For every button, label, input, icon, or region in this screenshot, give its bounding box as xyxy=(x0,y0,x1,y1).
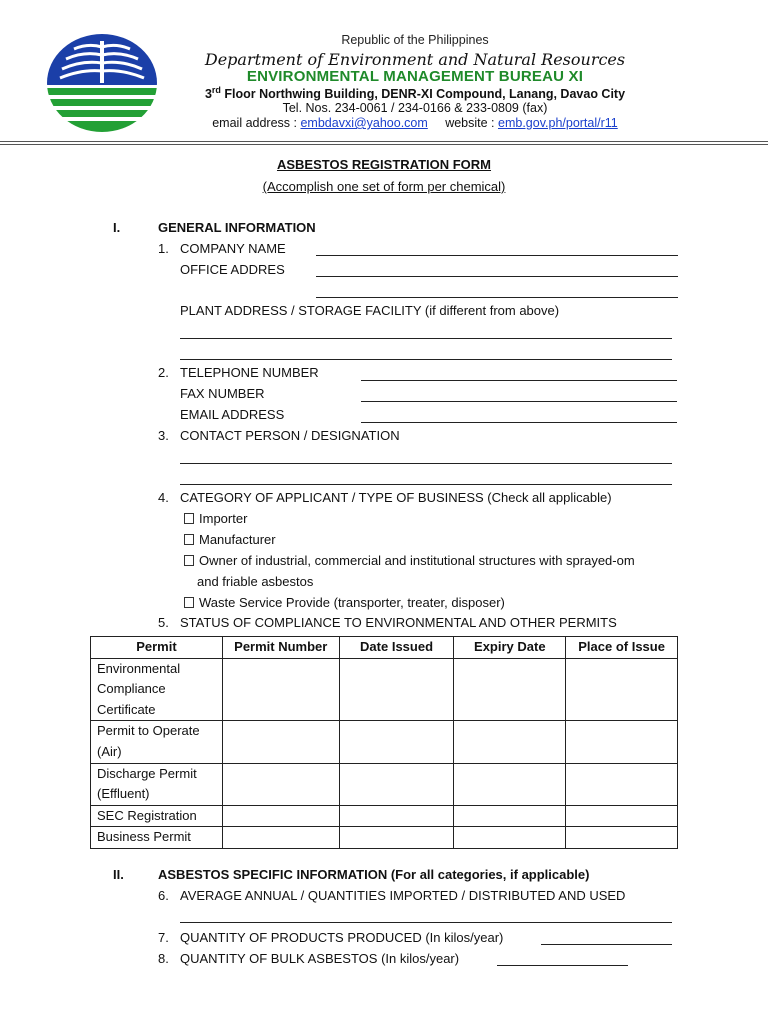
header-rule-2 xyxy=(0,144,768,145)
email-link[interactable]: embdavxi@yahoo.com xyxy=(300,116,428,130)
permit-number-cell[interactable] xyxy=(222,763,339,805)
table-row xyxy=(91,805,678,827)
telephone-field[interactable] xyxy=(361,380,677,381)
date-issued-cell[interactable] xyxy=(339,721,454,763)
q8-label: QUANTITY OF BULK ASBESTOS (In kilos/year) xyxy=(180,951,460,966)
table-header: Date Issued xyxy=(339,637,454,659)
q6-num: 6. xyxy=(158,888,169,903)
checkbox-manufacturer[interactable] xyxy=(184,534,194,545)
permit-name-line: Discharge Permit xyxy=(97,765,197,781)
section1-num: I. xyxy=(113,220,121,235)
header-republic: Republic of the Philippines xyxy=(341,33,489,47)
checkbox-owner[interactable] xyxy=(184,555,194,566)
date-issued-cell[interactable] xyxy=(339,763,454,805)
section2-heading: ASBESTOS SPECIFIC INFORMATION (For all categories, if applicable) xyxy=(158,867,590,882)
telephone-label: TELEPHONE NUMBER xyxy=(180,365,319,380)
address-sup: rd xyxy=(211,85,221,95)
permit-number-cell[interactable] xyxy=(222,658,339,721)
permit-name-cell xyxy=(91,827,223,849)
table-header: Expiry Date xyxy=(454,637,566,659)
address-floor: 3 xyxy=(204,87,212,102)
permit-name-line: Certificate xyxy=(97,701,156,717)
permits-table xyxy=(90,636,678,849)
date-issued-cell[interactable] xyxy=(339,805,454,827)
company-name-field[interactable] xyxy=(316,255,678,256)
table-header-row xyxy=(91,637,678,659)
permit-number-cell[interactable] xyxy=(222,721,339,763)
permit-name-line: Compliance xyxy=(97,681,166,697)
place-of-issue-cell[interactable] xyxy=(566,658,678,721)
permit-name-cell xyxy=(91,763,223,805)
address-rest: Floor Northwing Building, DENR-XI Compound, Lanang, Davao City xyxy=(220,87,626,102)
option-manufacturer-label: Manufacturer xyxy=(199,532,276,547)
option-owner[interactable] xyxy=(184,553,635,568)
email-address-label: EMAIL ADDRESS xyxy=(180,407,285,422)
option-owner-cont: and friable asbestos xyxy=(197,574,314,589)
option-importer-label: Importer xyxy=(199,511,248,526)
plant-address-field-2[interactable] xyxy=(180,359,672,360)
office-address-label: OFFICE ADDRES xyxy=(180,262,285,277)
plant-address-field[interactable] xyxy=(180,338,672,339)
contact-person-label: CONTACT PERSON / DESIGNATION xyxy=(180,428,400,443)
q7-num: 7. xyxy=(158,930,169,945)
fax-field[interactable] xyxy=(361,401,677,402)
option-waste[interactable] xyxy=(184,595,505,610)
header-rule-1 xyxy=(0,141,768,142)
contact-person-field[interactable] xyxy=(180,463,672,464)
permit-name-cell xyxy=(91,658,223,721)
header-tel: Tel. Nos. 234-0061 / 234-0166 & 233-0809 (fax) xyxy=(282,101,548,115)
table-header: Permit xyxy=(91,637,223,659)
expiry-date-cell[interactable] xyxy=(454,827,566,849)
office-address-field-2[interactable] xyxy=(316,297,678,298)
table-header: Permit Number xyxy=(222,637,339,659)
q4-num: 4. xyxy=(158,490,169,505)
permit-name-line: Business Permit xyxy=(97,829,191,845)
checkbox-importer[interactable] xyxy=(184,513,194,524)
header-address xyxy=(135,85,695,101)
contact-person-field-2[interactable] xyxy=(180,484,672,485)
plant-address-label: PLANT ADDRESS / STORAGE FACILITY (if different from above) xyxy=(180,303,560,318)
expiry-date-cell[interactable] xyxy=(454,805,566,827)
q3-num: 3. xyxy=(158,428,169,443)
date-issued-cell[interactable] xyxy=(339,658,454,721)
q8-field[interactable] xyxy=(497,965,628,966)
q7-label: QUANTITY OF PRODUCTS PRODUCED (In kilos/year) xyxy=(180,930,504,945)
permit-name-cell xyxy=(91,805,223,827)
permit-name-cell xyxy=(91,721,223,763)
permit-name-line: SEC Registration xyxy=(97,807,197,823)
permit-name-line: (Effluent) xyxy=(97,786,150,802)
place-of-issue-cell[interactable] xyxy=(566,805,678,827)
form-subtitle: (Accomplish one set of form per chemical) xyxy=(262,179,506,194)
status-label: STATUS OF COMPLIANCE TO ENVIRONMENTAL AND OTHER PERMITS xyxy=(180,615,617,630)
header-bureau: ENVIRONMENTAL MANAGEMENT BUREAU XI xyxy=(246,68,584,85)
section1-heading: GENERAL INFORMATION xyxy=(158,220,316,235)
header-contact xyxy=(135,116,695,130)
fax-label: FAX NUMBER xyxy=(180,386,265,401)
table-header: Place of Issue xyxy=(566,637,678,659)
table-row xyxy=(91,721,678,763)
option-importer[interactable] xyxy=(184,511,247,526)
permit-name-line: (Air) xyxy=(97,743,122,759)
permit-name-line: Permit to Operate xyxy=(97,723,200,739)
q8-num: 8. xyxy=(158,951,169,966)
option-manufacturer[interactable] xyxy=(184,532,276,547)
q2-num: 2. xyxy=(158,365,169,380)
email-label: email address : xyxy=(212,116,301,130)
place-of-issue-cell[interactable] xyxy=(566,763,678,805)
company-name-label: COMPANY NAME xyxy=(180,241,286,256)
expiry-date-cell[interactable] xyxy=(454,721,566,763)
section2-num: II. xyxy=(113,867,124,882)
form-title: ASBESTOS REGISTRATION FORM xyxy=(276,157,492,172)
website-link[interactable]: emb.gov.ph/portal/r11 xyxy=(498,116,618,130)
date-issued-cell[interactable] xyxy=(339,827,454,849)
place-of-issue-cell[interactable] xyxy=(566,827,678,849)
q1-num: 1. xyxy=(158,241,169,256)
table-row xyxy=(91,827,678,849)
q6-label: AVERAGE ANNUAL / QUANTITIES IMPORTED / DISTRIBUTED AND USED xyxy=(180,888,626,903)
q6-field[interactable] xyxy=(180,922,672,923)
permit-number-cell[interactable] xyxy=(222,805,339,827)
option-owner-label: Owner of industrial, commercial and institutional structures with sprayed-om xyxy=(199,553,635,568)
header-department: Department of Environment and Natural Resources xyxy=(204,50,626,69)
table-row xyxy=(91,658,678,721)
q7-field[interactable] xyxy=(541,944,672,945)
place-of-issue-cell[interactable] xyxy=(566,721,678,763)
option-waste-label: Waste Service Provide (transporter, treater, disposer) xyxy=(199,595,505,610)
website-label: website : xyxy=(445,116,498,130)
q5-num: 5. xyxy=(158,615,169,630)
email-address-field[interactable] xyxy=(361,422,677,423)
category-label: CATEGORY OF APPLICANT / TYPE OF BUSINESS (Check all applicable) xyxy=(180,490,612,505)
permit-name-line: Environmental xyxy=(97,660,181,676)
expiry-date-cell[interactable] xyxy=(454,763,566,805)
table-row xyxy=(91,763,678,805)
checkbox-waste[interactable] xyxy=(184,597,194,608)
office-address-field[interactable] xyxy=(316,276,678,277)
expiry-date-cell[interactable] xyxy=(454,658,566,721)
permit-number-cell[interactable] xyxy=(222,827,339,849)
